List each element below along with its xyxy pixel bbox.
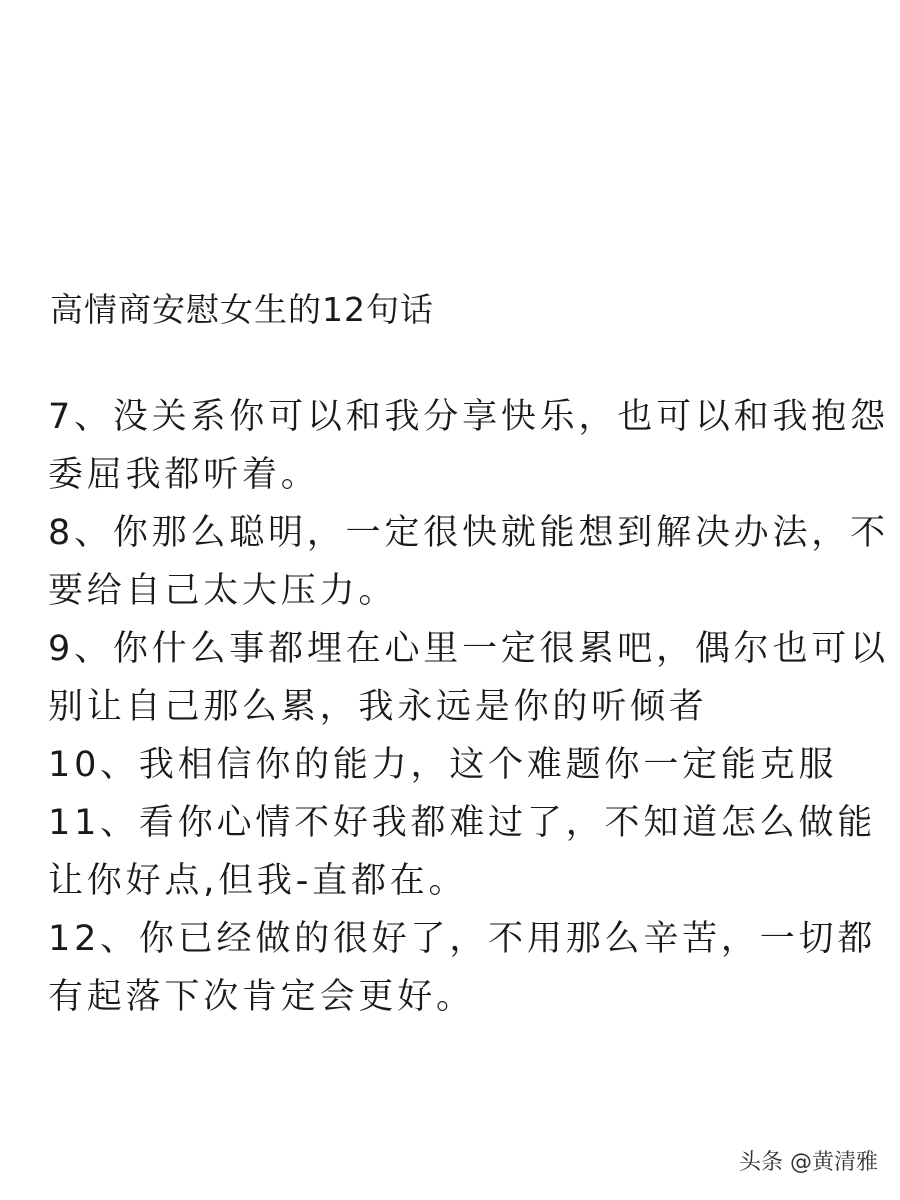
text-line: 让你好点,但我-直都在。 xyxy=(48,861,468,901)
text-line: 要给自己太大压力。 xyxy=(48,571,398,611)
text-line: 10、我相信你的能力，这个难题你一定能克服 xyxy=(48,745,838,785)
text-line: 有起落下次肯定会更好。 xyxy=(48,977,475,1017)
quote-list xyxy=(48,388,889,1026)
text-line: 12、你已经做的很好了，不用那么辛苦，一切都 xyxy=(48,919,877,959)
text-line: 委屈我都听着。 xyxy=(48,455,320,495)
page-title: 高情商安慰女生的12句话 xyxy=(50,290,434,329)
text-line: 8、你那么聪明，一定很快就能想到解决办法，不 xyxy=(48,513,889,553)
text-line: 11、看你心情不好我都难过了，不知道怎么做能 xyxy=(48,803,877,843)
text-line: 别让自己那么累，我永远是你的听倾者 xyxy=(48,687,708,727)
text-line: 9、你什么事都埋在心里一定很累吧，偶尔也可以 xyxy=(48,629,889,669)
text-line: 7、没关系你可以和我分享快乐，也可以和我抱怨 xyxy=(48,397,889,437)
author-watermark: 头条 @黄清雅 xyxy=(739,1150,878,1175)
